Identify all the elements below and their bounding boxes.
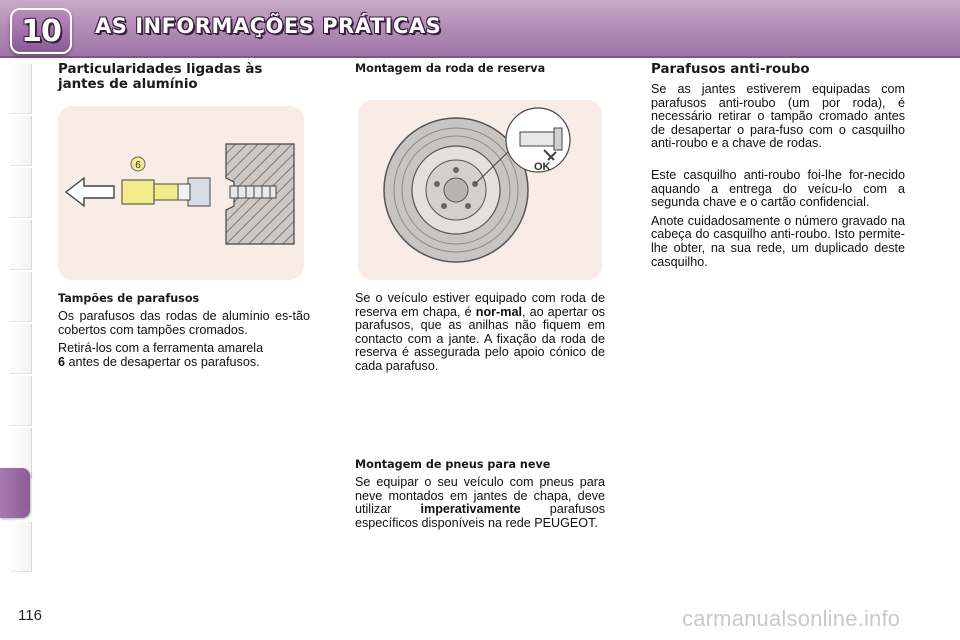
pull-arrow-icon [66, 178, 114, 206]
callout-6-label: 6 [135, 160, 141, 171]
bolt-cap-illustration [58, 106, 304, 280]
column-spare-wheel [355, 62, 605, 80]
chapter-tab-7[interactable] [10, 376, 32, 426]
heading-anti-theft: Parafusos anti-roubo [651, 62, 810, 77]
heading-line-1: Particularidades ligadas às [58, 62, 263, 77]
chapter-tab-5[interactable] [10, 272, 32, 322]
chapter-tab-1[interactable] [10, 64, 32, 114]
column-spare-wheel-text [355, 292, 605, 379]
chapter-tab-4[interactable] [10, 220, 32, 270]
heading-snow-tyres: Montagem de pneus para neve [355, 458, 551, 471]
heading-line-2: jantes de alumínio [58, 77, 198, 92]
chapter-tab-6[interactable] [10, 324, 32, 374]
paragraph-anti-theft-1: Se as jantes estiverem equipadas com parafusos anti-roubo (um por roda), é necessário retirar o tampão cromado antes de desapertar o para-fuso com o casquilho anti-roubo e a chave de rodas. [651, 82, 905, 151]
chapter-badge [10, 8, 72, 54]
subheading-bolt-caps: Tampões de parafusos [58, 292, 200, 305]
yellow-tool [122, 180, 154, 204]
column-anti-theft [651, 62, 905, 274]
column-alloy-text [58, 292, 310, 374]
chapter-tab-10-active[interactable] [0, 468, 30, 518]
ref-number-6: 6 [58, 354, 66, 369]
chapter-tab-11[interactable] [10, 522, 32, 572]
chapter-tab-2[interactable] [10, 116, 32, 166]
chapter-header [0, 0, 960, 58]
spare-wheel-illustration [358, 100, 602, 280]
page-number: 116 [18, 607, 42, 624]
chapter-number: 10 [21, 13, 61, 49]
watermark: carmanualsonline.info [682, 606, 901, 631]
chapter-tab-3[interactable] [10, 168, 32, 218]
paragraph-bolt-caps: Os parafusos das rodas de alumínio es-tão cobertos com tampões cromados. [58, 309, 310, 337]
paragraph-spare-wheel: Se o veículo estiver equipado com roda de reserva em chapa, é nor-mal, ao apertar os parafusos, que as anilhas não fiquem em contacto com a jante. A fixação da roda de reserva é assegurada pelo apoio cónico de cada parafuso. [355, 291, 605, 373]
heading-spare-wheel: Montagem da roda de reserva [355, 62, 546, 75]
column-alloy-wheels [58, 62, 310, 92]
paragraph-anti-theft-2: Este casquilho anti-roubo foi-lhe for-necido aquando a entrega do veícu-lo com a segunda chave e o cartão confidencial. [651, 167, 905, 210]
ok-label: OK [534, 161, 551, 173]
chapter-title: AS INFORMAÇÕES PRÁTICAS [95, 14, 442, 38]
paragraph-remove-caps: Retirá-los com a ferramenta amarela 6 antes de desapertar os parafusos. [58, 341, 264, 369]
chrome-cap [188, 178, 210, 206]
column-snow-tyres [355, 458, 605, 535]
chapter-tab-strip [0, 64, 34, 576]
figure-spare-wheel [358, 100, 602, 280]
paragraph-snow-tyres: Se equipar o seu veículo com pneus para neve montados em jantes de chapa, deve utilizar imperativamente parafusos específicos disponíveis na rede PEUGEOT. [355, 475, 605, 530]
figure-bolt-cap-removal [58, 106, 304, 280]
section-heading-alloy [58, 62, 310, 92]
paragraph-anti-theft-3: Anote cuidadosamente o número gravado na cabeça do casquilho anti-roubo. Isto permite-lhe obter, na sua rede, um duplicado deste casquilho. [651, 213, 905, 269]
wheel-bolt [230, 186, 276, 198]
